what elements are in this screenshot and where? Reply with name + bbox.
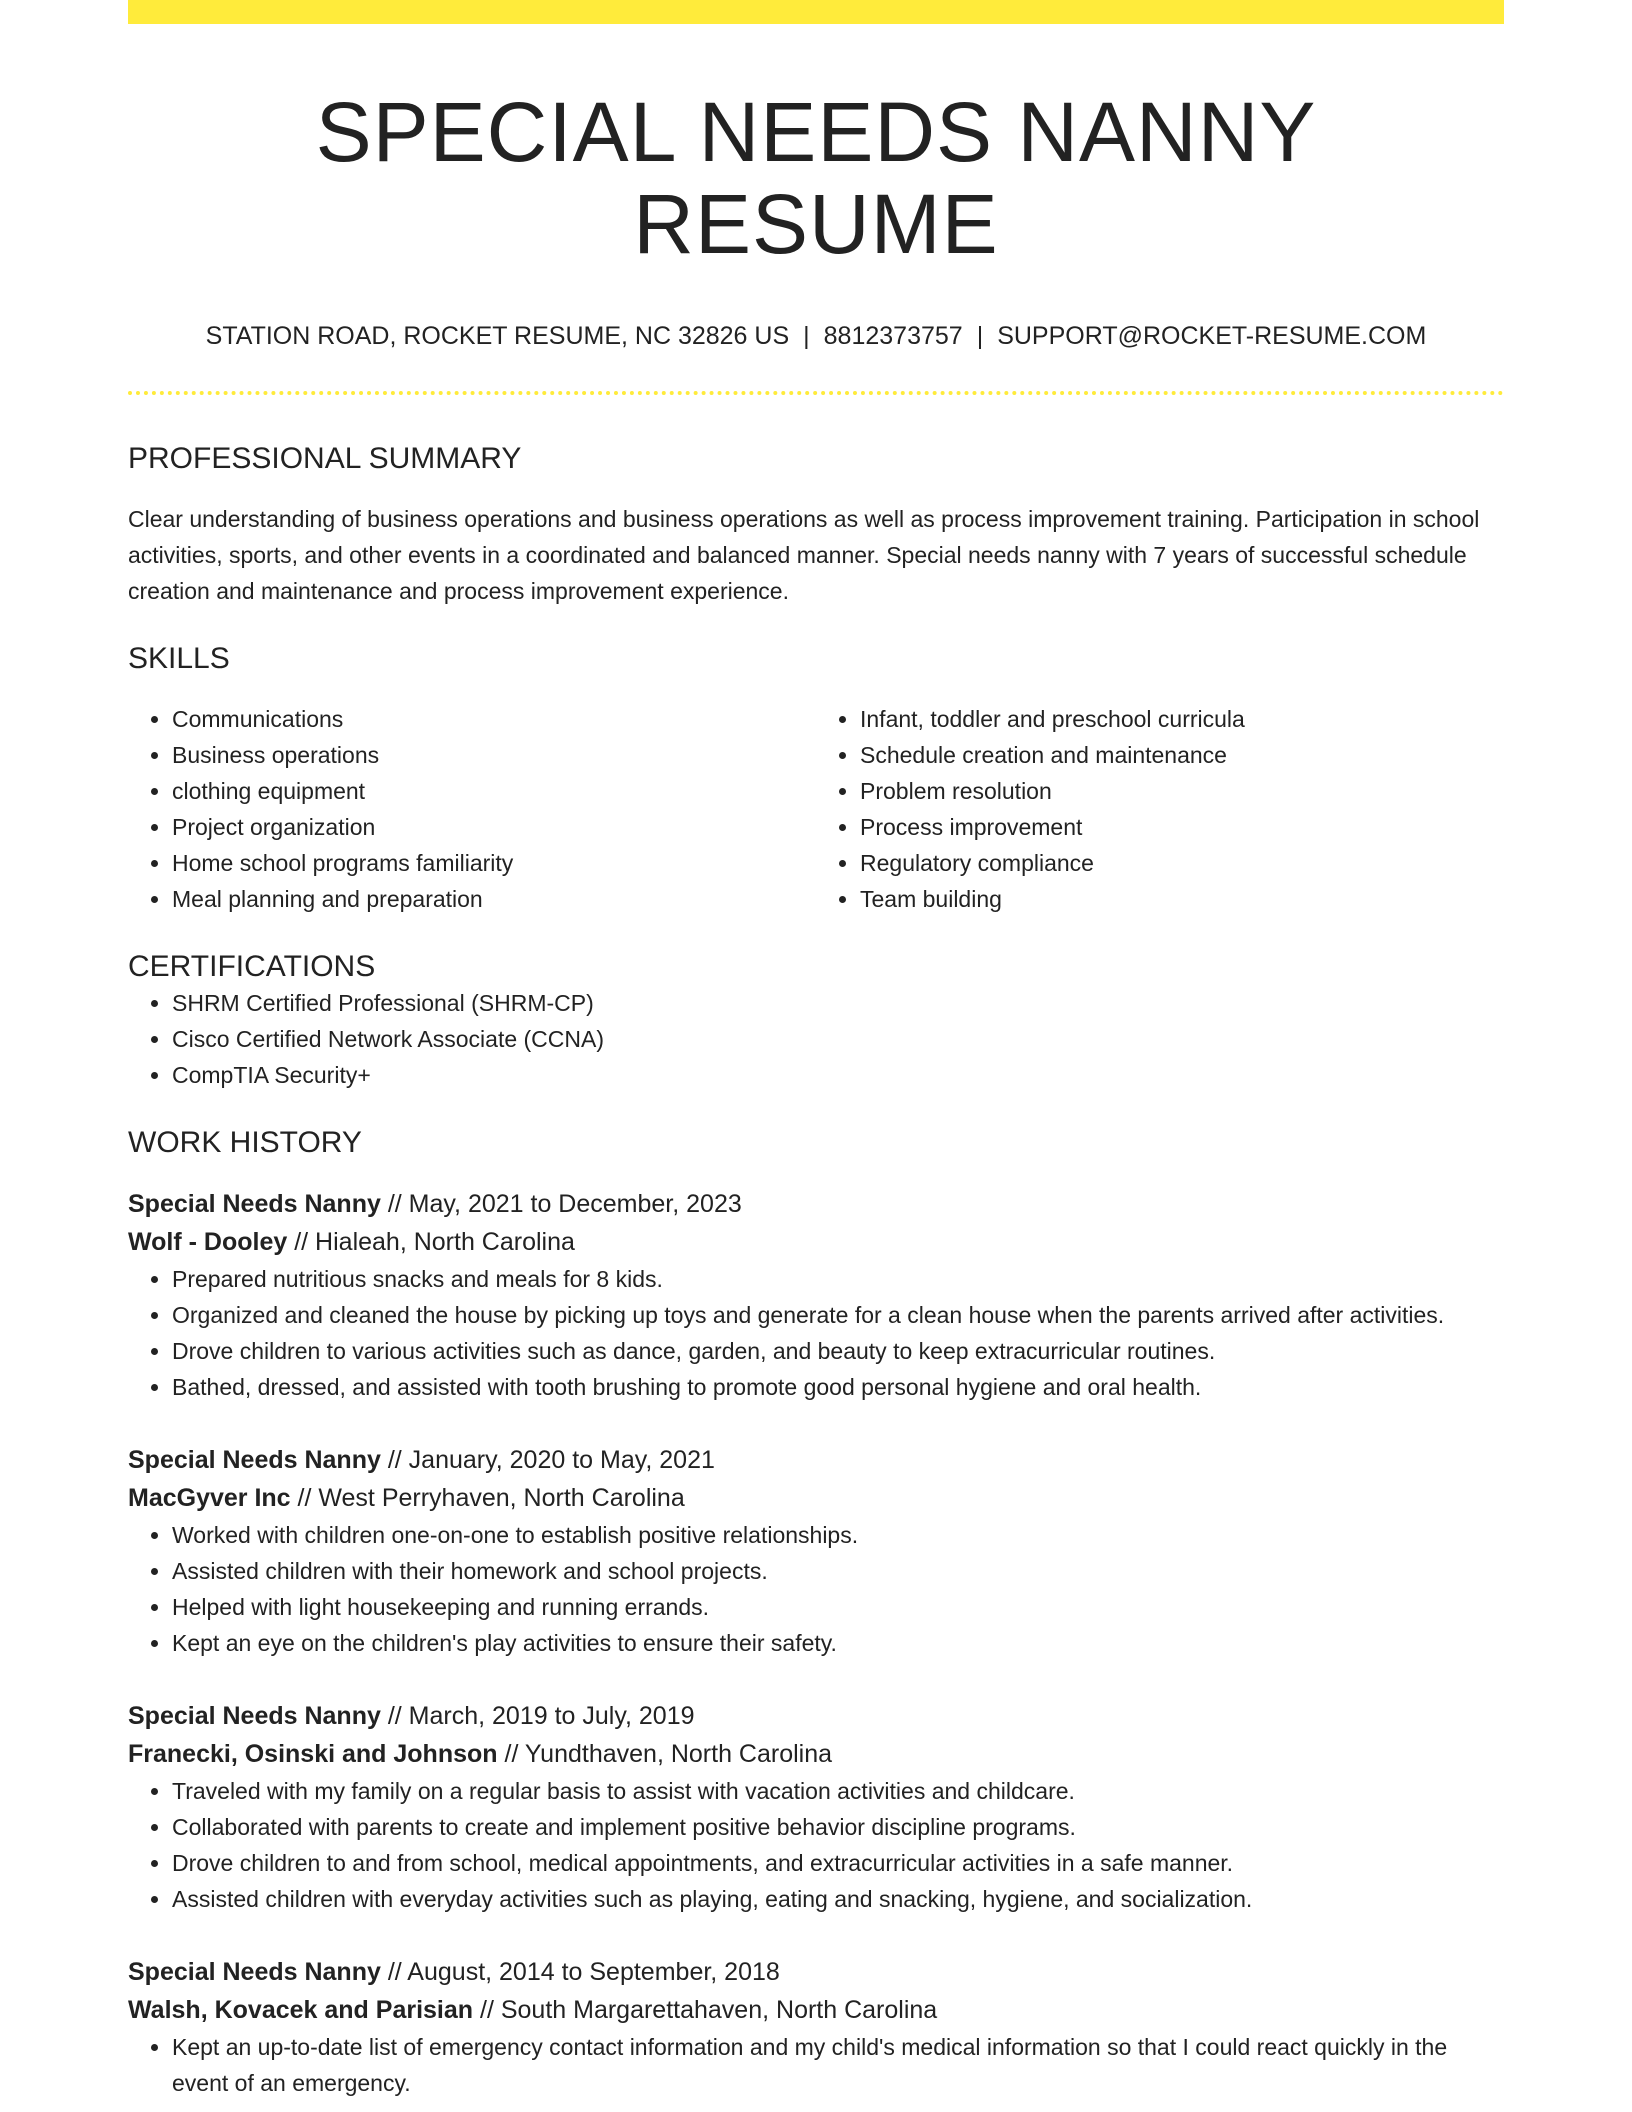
skill-item: • Schedule creation and maintenance xyxy=(860,737,1504,773)
job-bullet: • Worked with children one-on-one to establish positive relationships. xyxy=(172,1517,1504,1553)
separator: | xyxy=(803,321,810,350)
job-bullet: • Assisted children with their homework and school projects. xyxy=(172,1553,1504,1589)
skills-column-left xyxy=(128,701,816,917)
job-location: // West Perryhaven, North Carolina xyxy=(297,1483,685,1512)
skills-list-right xyxy=(816,701,1504,917)
summary-heading: PROFESSIONAL SUMMARY xyxy=(128,441,522,475)
job-dates: // January, 2020 to May, 2021 xyxy=(387,1445,715,1474)
accent-bar xyxy=(128,0,1504,24)
skill-item: • clothing equipment xyxy=(172,773,816,809)
phone: 8812373757 xyxy=(823,321,963,350)
resume-page xyxy=(128,0,1504,2101)
job-company: MacGyver Inc xyxy=(128,1483,291,1512)
job-location: // Yundthaven, North Carolina xyxy=(504,1739,833,1768)
job-bullets xyxy=(128,1261,1504,1405)
skills-grid xyxy=(128,701,1504,917)
job-company: Wolf - Dooley xyxy=(128,1227,288,1256)
job-location: // Hialeah, North Carolina xyxy=(294,1227,575,1256)
job-bullet: • Kept an up-to-date list of emergency contact information and my child's medical information so that I could react quickly in the event of an emergency. xyxy=(172,2029,1504,2101)
job-dates: // August, 2014 to September, 2018 xyxy=(387,1957,780,1986)
work-history-heading: WORK HISTORY xyxy=(128,1125,362,1159)
job-entry xyxy=(128,1441,1504,1661)
job-role-line xyxy=(128,1953,1504,1991)
summary-text: Clear understanding of business operations and business operations as well as process improvement training. Participation in school activities, sports, and other events in a coordinated and balanced manner. Special needs nanny with 7 years of successful schedule creation and maintenance and process improvement experience. xyxy=(128,505,1480,604)
job-bullet: • Prepared nutritious snacks and meals for 8 kids. xyxy=(172,1261,1504,1297)
job-bullet: • Collaborated with parents to create and implement positive behavior discipline programs. xyxy=(172,1809,1504,1845)
skills-heading: SKILLS xyxy=(128,641,230,675)
job-company: Franecki, Osinski and Johnson xyxy=(128,1739,498,1768)
job-bullet: • Organized and cleaned the house by picking up toys and generate for a clean house when the parents arrived after activities. xyxy=(172,1297,1504,1333)
job-role-line xyxy=(128,1441,1504,1479)
skill-item: • Meal planning and preparation xyxy=(172,881,816,917)
job-company-line xyxy=(128,1991,1504,2029)
skill-item: • Infant, toddler and preschool curricula xyxy=(860,701,1504,737)
job-company-line xyxy=(128,1735,1504,1773)
job-bullet: • Traveled with my family on a regular basis to assist with vacation activities and childcare. xyxy=(172,1773,1504,1809)
job-location: // South Margarettahaven, North Carolina xyxy=(480,1995,938,2024)
job-dates: // March, 2019 to July, 2019 xyxy=(387,1701,695,1730)
job-company-line xyxy=(128,1479,1504,1517)
job-bullet: • Assisted children with everyday activities such as playing, eating and snacking, hygiene, and socialization. xyxy=(172,1881,1504,1917)
job-entry xyxy=(128,1185,1504,1405)
skill-item: • Communications xyxy=(172,701,816,737)
job-role: Special Needs Nanny xyxy=(128,1701,381,1730)
job-bullets xyxy=(128,1773,1504,1917)
job-dates: // May, 2021 to December, 2023 xyxy=(387,1189,742,1218)
resume-title: SPECIAL NEEDS NANNY RESUME xyxy=(315,85,1317,272)
skill-item: • Business operations xyxy=(172,737,816,773)
job-company: Walsh, Kovacek and Parisian xyxy=(128,1995,474,2024)
job-bullet: • Helped with light housekeeping and running errands. xyxy=(172,1589,1504,1625)
email: SUPPORT@ROCKET-RESUME.COM xyxy=(997,321,1427,350)
job-role: Special Needs Nanny xyxy=(128,1957,381,1986)
job-bullets xyxy=(128,1517,1504,1661)
job-role-line xyxy=(128,1185,1504,1223)
certification-item: • SHRM Certified Professional (SHRM-CP) xyxy=(172,985,1504,1021)
job-role-line xyxy=(128,1697,1504,1735)
job-entry xyxy=(128,1697,1504,1917)
certifications-list xyxy=(128,985,1504,1093)
job-entry xyxy=(128,1953,1504,2101)
job-bullet: • Kept an eye on the children's play activities to ensure their safety. xyxy=(172,1625,1504,1661)
skill-item: • Process improvement xyxy=(860,809,1504,845)
skill-item: • Team building xyxy=(860,881,1504,917)
skill-item: • Problem resolution xyxy=(860,773,1504,809)
job-role: Special Needs Nanny xyxy=(128,1189,381,1218)
certification-item: • CompTIA Security+ xyxy=(172,1057,1504,1093)
job-company-line xyxy=(128,1223,1504,1261)
job-role: Special Needs Nanny xyxy=(128,1445,381,1474)
skills-column-right xyxy=(816,701,1504,917)
certification-item: • Cisco Certified Network Associate (CCNA) xyxy=(172,1021,1504,1057)
skill-item: • Regulatory compliance xyxy=(860,845,1504,881)
skill-item: • Home school programs familiarity xyxy=(172,845,816,881)
job-bullet: • Drove children to and from school, medical appointments, and extracurricular activities in a safe manner. xyxy=(172,1845,1504,1881)
dotted-divider xyxy=(128,391,1504,395)
job-bullet: • Bathed, dressed, and assisted with tooth brushing to promote good personal hygiene and oral health. xyxy=(172,1369,1504,1405)
certifications-heading: CERTIFICATIONS xyxy=(128,949,376,983)
separator: | xyxy=(976,321,984,350)
address: STATION ROAD, ROCKET RESUME, NC 32826 US xyxy=(205,321,790,350)
skill-item: • Project organization xyxy=(172,809,816,845)
job-bullet: • Drove children to various activities such as dance, garden, and beauty to keep extracurricular routines. xyxy=(172,1333,1504,1369)
job-bullets xyxy=(128,2029,1504,2101)
contact-line xyxy=(128,321,1504,351)
skills-list-left xyxy=(128,701,816,917)
